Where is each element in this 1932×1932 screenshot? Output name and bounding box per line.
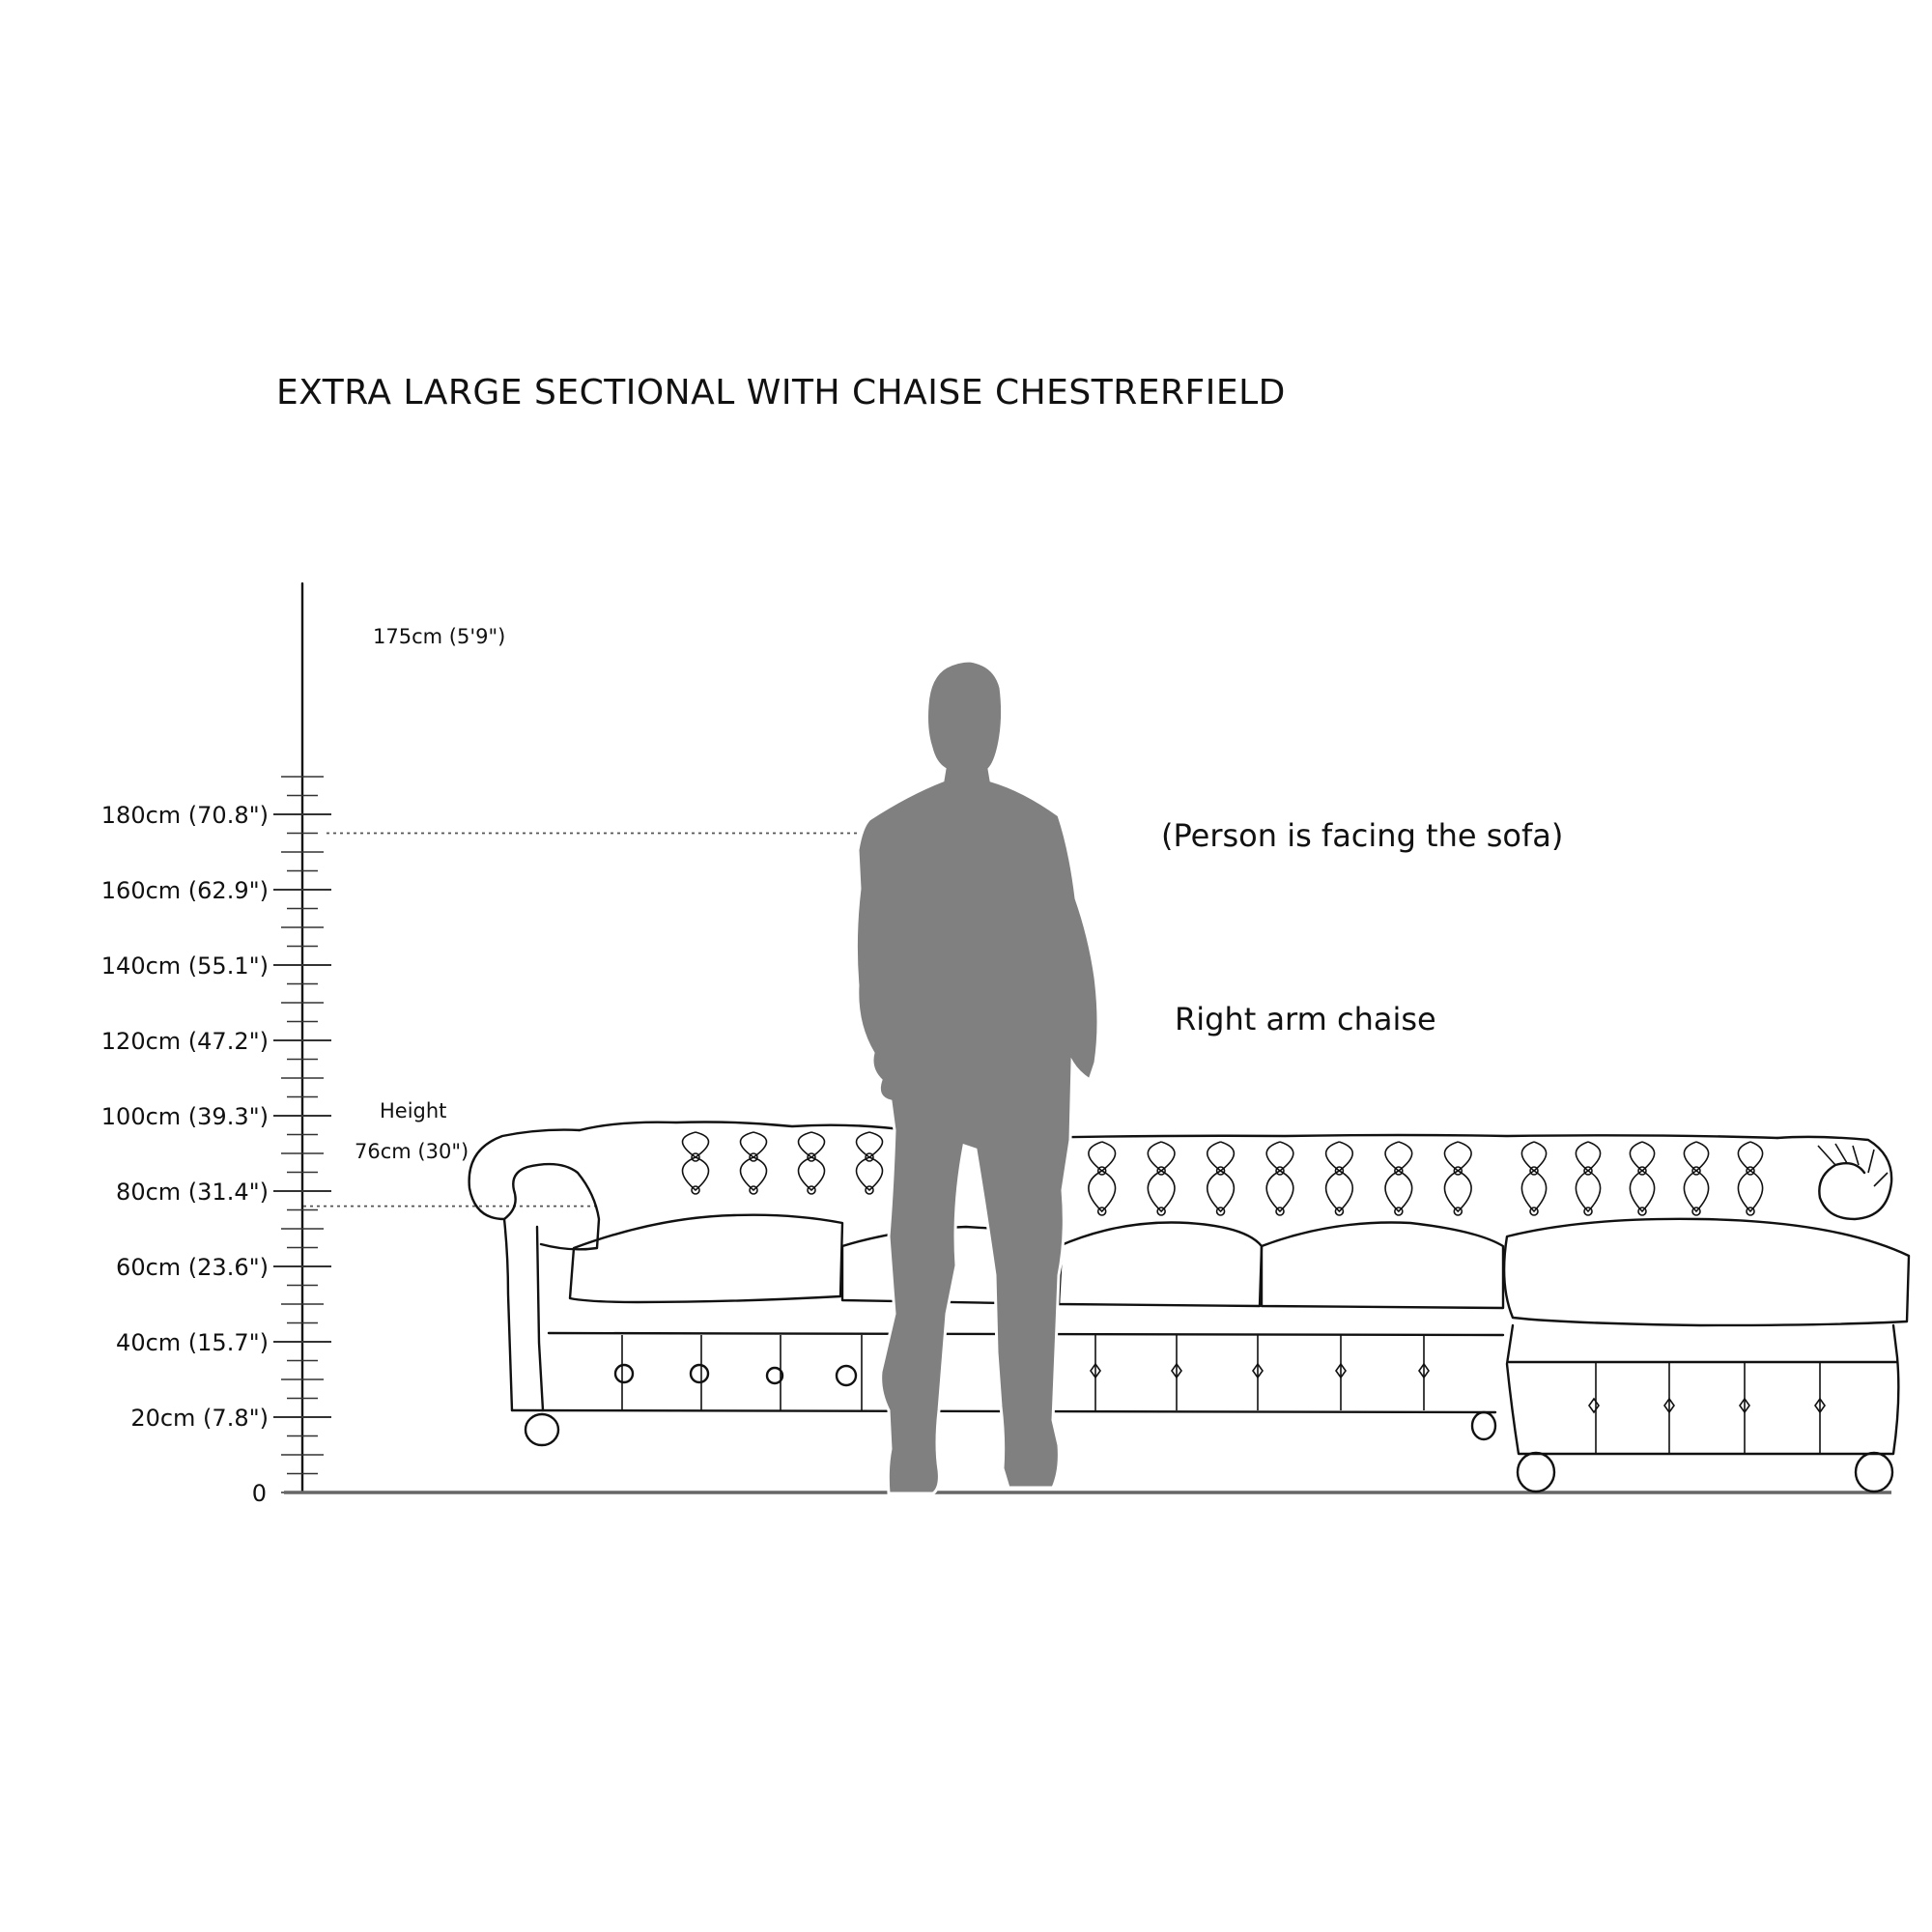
tuft-diamond [799,1157,825,1190]
person-height-label: 175cm (5'9") [373,625,506,648]
scale-label: 40cm (15.7") [116,1329,269,1356]
tuft-diamond [1208,1171,1235,1211]
skirt-pleats [622,1335,1820,1454]
chesterfield-sectional-sofa [469,1122,1909,1492]
height-scale [101,583,331,1507]
seat-cushion-3 [1059,1223,1262,1307]
scale-label: 160cm (62.9") [100,877,269,904]
scale-label: 180cm (70.8") [100,802,269,829]
chaise-side-note: Right arm chaise [1175,1001,1436,1037]
seat-cushion-1 [570,1215,842,1302]
scale-label: 100cm (39.3") [100,1103,269,1130]
scale-label: 140cm (55.1") [100,952,269,980]
tuft-diamond [741,1157,767,1190]
tuft-diamond [1684,1171,1708,1211]
diagram-title: EXTRA LARGE SECTIONAL WITH CHAISE CHESTRERFIELD [276,373,1286,412]
tuft-diamond [857,1157,883,1190]
tuft-diamond [1521,1171,1546,1211]
scale-label: 20cm (7.8") [130,1405,269,1432]
tuft-diamond [1089,1171,1116,1211]
tuft-diamond [1738,1171,1762,1211]
sofa-leg-back [1472,1412,1495,1439]
chaise-cushion [1504,1219,1909,1325]
chaise-base [1507,1325,1898,1454]
sofa-left-arm-front [504,1219,512,1410]
sofa-left-arm [469,1130,599,1250]
sofa-leg-left [526,1414,558,1445]
scale-label: 0 [251,1480,267,1507]
sofa-left-arm-inner [537,1227,543,1410]
person-silhouette [856,661,1098,1493]
scale-label: 120cm (47.2") [100,1028,269,1055]
sofa-height-label: Height [380,1099,447,1122]
tuft-diamond [1444,1171,1471,1211]
seat-cushion-4 [1262,1223,1503,1309]
scale-label: 60cm (23.6") [116,1254,269,1281]
sofa-height-value: 76cm (30") [355,1140,469,1163]
chaise-leg-right [1856,1453,1892,1492]
tuft-diamond [1385,1171,1412,1211]
person-orientation-note: (Person is facing the sofa) [1161,817,1564,854]
back-tufting [683,1132,1763,1215]
scale-label: 80cm (31.4") [116,1179,269,1206]
skirt-buttons [615,1364,1825,1412]
tuft-diamond [1630,1171,1654,1211]
tuft-diamond [1576,1171,1600,1211]
tuft-diamond [1266,1171,1293,1211]
tuft-diamond [1326,1171,1353,1211]
tuft-diamond [1148,1171,1175,1211]
chaise-leg-left [1518,1453,1554,1492]
sofa-right-arm [1777,1137,1891,1219]
sofa-back-top [580,1122,1777,1139]
tuft-diamond [683,1157,709,1190]
